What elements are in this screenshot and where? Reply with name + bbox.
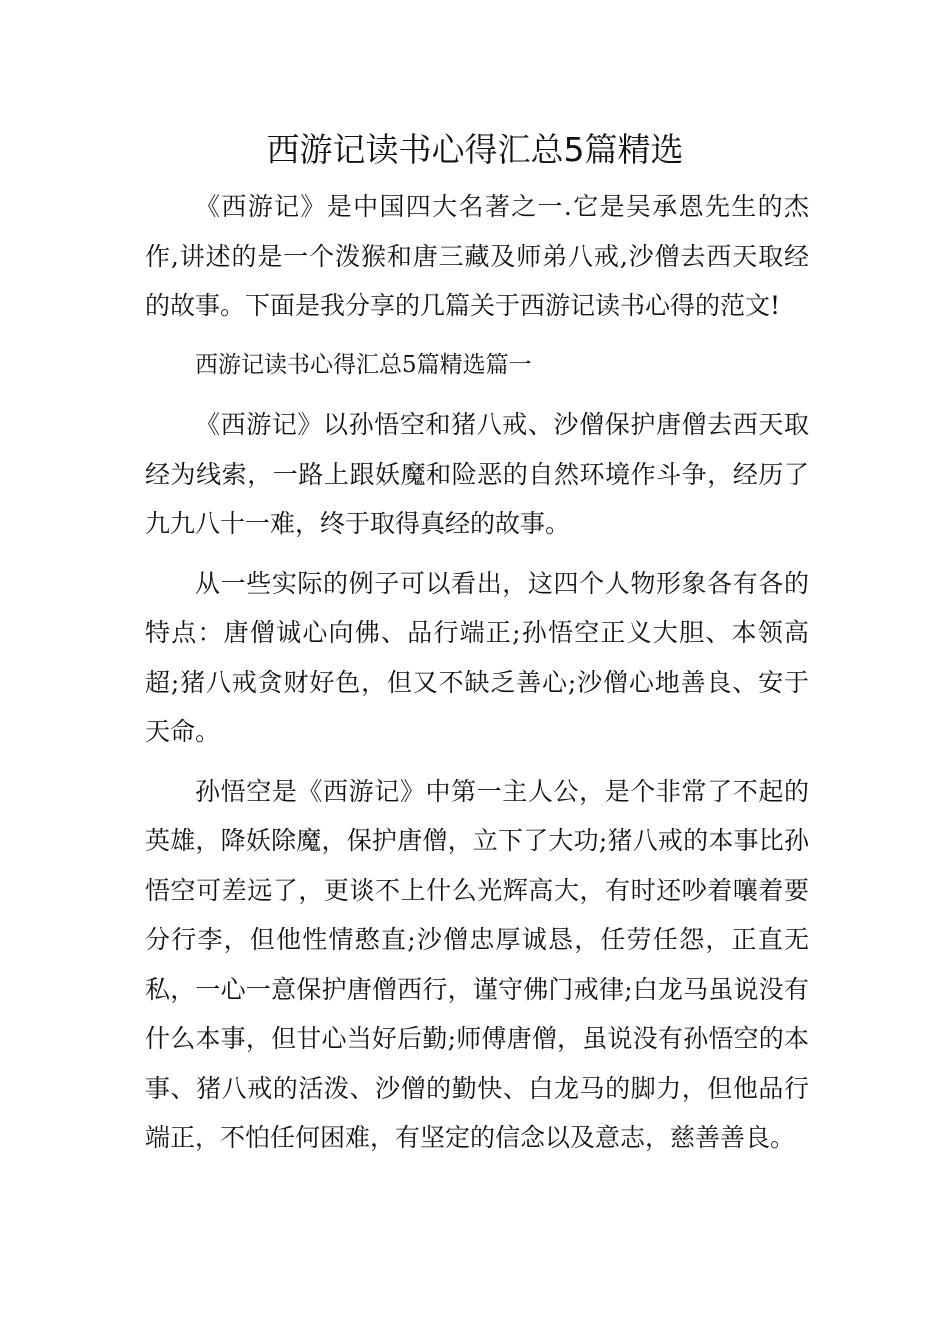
document-body [145,182,809,1163]
body-paragraph: 从一些实际的例子可以看出，这四个人物形象各有各的特点：唐僧诚心向佛、品行端正;孙悟空正义大胆、本领高超;猪八戒贪财好色，但又不缺乏善心;沙僧心地善良、安于天命。 [145,568,809,746]
body-paragraph: 《西游记》以孙悟空和猪八戒、沙僧保护唐僧去西天取经为线索，一路上跟妖魔和险恶的自然环境作斗争，经历了九九八十一难，终于取得真经的故事。 [145,410,809,538]
document-title: 西游记读书心得汇总5篇精选 [266,130,684,169]
body-paragraph: 孙悟空是《西游记》中第一主人公，是个非常了不起的英雄，降妖除魔，保护唐僧，立下了大功;猪八戒的本事比孙悟空可差远了，更谈不上什么光辉高大，有时还吵着嚷着要分行李，但他性情憨直;沙僧忠厚诚恳，任劳任怨，正直无私，一心一意保护唐僧西行，谨守佛门戒律;白龙马虽说没有什么本事，但甘心当好后勤;师傅唐僧，虽说没有孙悟空的本事、猪八戒的活泼、沙僧的勤快、白龙马的脚力，但他品行端正，不怕任何困难，有坚定的信念以及意志，慈善善良。 [145,776,809,1152]
intro-paragraph: 《西游记》是中国四大名著之一.它是吴承恩先生的杰作,讲述的是一个泼猴和唐三藏及师弟八戒,沙僧去西天取经的故事。下面是我分享的几篇关于西游记读书心得的范文! [145,192,809,320]
section-heading: 西游记读书心得汇总5篇精选篇一 [195,351,532,378]
